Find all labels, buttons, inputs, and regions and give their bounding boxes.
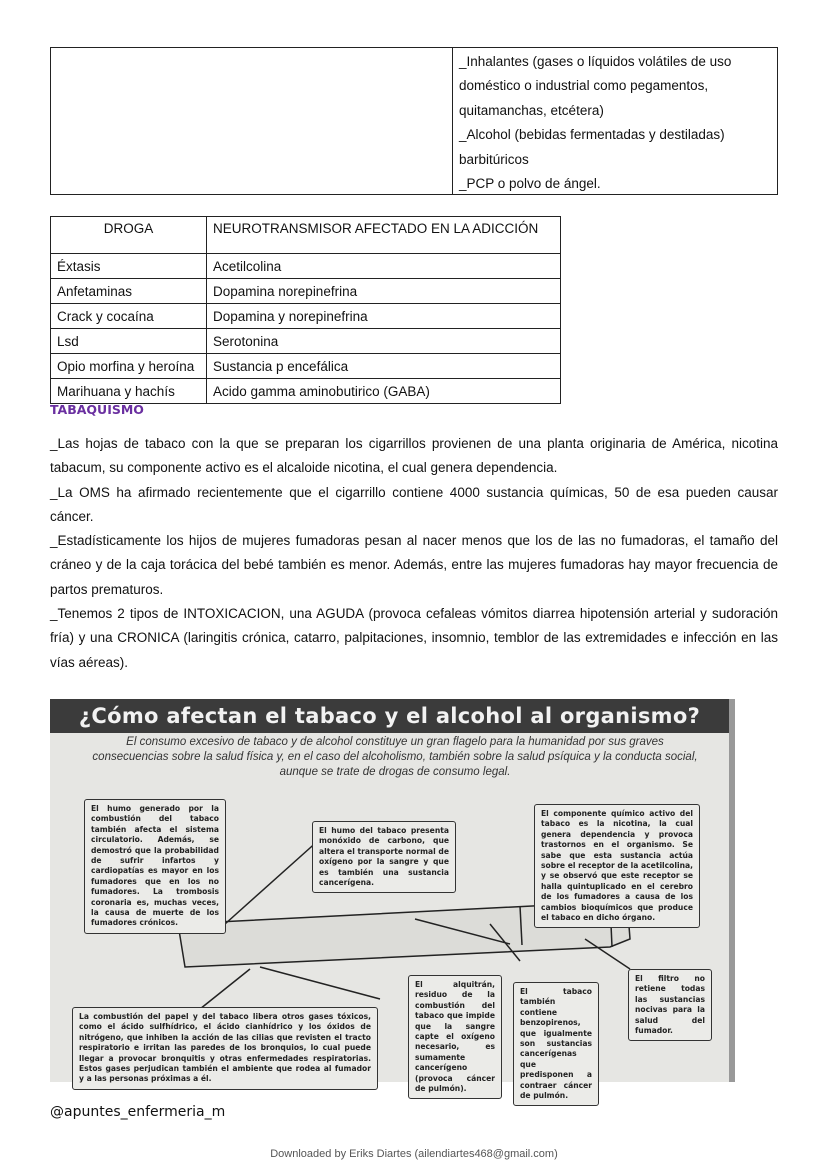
drug-cell: Crack y cocaína (51, 304, 207, 329)
figure-intro: El consumo excesivo de tabaco y de alcohol constituye un gran flagelo para la humanidad por sus graves consecuencias sobre la salud física y, en el caso del alcoholismo, también sobre la salud psíquica y la conducta social, aunque se trate de drogas de consumo legal. (92, 736, 698, 778)
callout-circulatory: El humo generado por la combustión del tabaco también afecta el sistema circulatorio. Además, se demostró que la probabilidad de sufrir infartos y cardiopatías es mayor en los fumadores que en los no fumadores. La trombosis coronaria es, muchas veces, la causa de muerte de los fumadores crónicos. (84, 799, 226, 934)
table-row (51, 379, 561, 404)
substance-line: quitamanchas, etcétera) (459, 102, 604, 118)
table-row (51, 279, 561, 304)
neurotransmitter-cell: Acido gamma aminobutirico (GABA) (207, 379, 561, 404)
callout-nicotine: El componente químico activo del tabaco es la nicotina, la cual genera dependencia y provoca trastornos en el organismo. Se sabe que esta sustancia actúa sobre el receptor de la acetilcolina, y se observó que este receptor se halla quintuplicado en el cerebro de los fumadores a causa de los cambios bioquímicos que produce el tabaco en dicho órgano. (534, 804, 700, 928)
substance-line: barbitúricos (459, 151, 529, 167)
paragraph: _La OMS ha afirmado recientemente que el cigarrillo contiene 4000 sustancia químicas, 50 de esa pueden causar cáncer. (50, 484, 778, 524)
neurotransmitter-cell: Acetilcolina (207, 254, 561, 279)
callout-toxic-gases: La combustión del papel y del tabaco libera otros gases tóxicos, como el ácido sulfhídrico, el ácido cianhídrico y los óxidos de nitrógeno, que inhiben la acción de las cilias que revisten el tracto respiratorio e irritan las paredes de los bronquios, lo cual puede llegar a provocar bronquitis y otras enfermedades respiratorias. Estos gases perjudican también el ambiente que rodea al fumador y a las personas próximas a él. (72, 1007, 378, 1090)
figure-title: ¿Cómo afectan el tabaco y el alcohol al organismo? (50, 699, 729, 733)
paragraph: _Las hojas de tabaco con la que se preparan los cigarrillos provienen de una planta originaria de América, nicotina tabacum, su componente activo es el alcaloide nicotina, el cual genera dependencia. (50, 436, 778, 476)
substance-line: _Alcohol (bebidas fermentadas y destiladas) (459, 127, 725, 143)
callout-benzopyrene: El tabaco también contiene benzopirenos, que igualmente son sustancias cancerígenas que predisponen a contraer cáncer de pulmón. (513, 982, 599, 1106)
neurotransmitter-cell: Dopamina y norepinefrina (207, 304, 561, 329)
substance-line: _Inhalantes (gases o líquidos volátiles de uso (459, 54, 732, 69)
callout-filter: El filtro no retiene todas las sustancias nocivas para la salud del fumador. (628, 969, 712, 1041)
substances-table (50, 47, 778, 195)
header-neurotransmitter: NEUROTRANSMISOR AFECTADO EN LA ADICCIÓN (207, 217, 561, 254)
section-heading: TABAQUISMO (50, 402, 144, 417)
neurotransmitter-cell: Serotonina (207, 329, 561, 354)
table-header-row (51, 217, 561, 254)
paragraph: _Tenemos 2 tipos de INTOXICACION, una AGUDA (provoca cefaleas vómitos diarrea hipotensión arterial y sudoración fría) y una CRONICA (laringitis crónica, catarro, palpitaciones, insomnio, temblor de las extremidades e infección en las vías aéreas). (50, 606, 778, 670)
header-drug: DROGA (51, 217, 207, 254)
neurotransmitter-cell: Sustancia p encefálica (207, 354, 561, 379)
drug-cell: Anfetaminas (51, 279, 207, 304)
callout-tar: El alquitrán, residuo de la combustión del tabaco que impide que la sangre capte el oxígeno necesario, es sumamente cancerígeno (provoca cáncer de pulmón). (408, 975, 502, 1099)
substance-line: doméstico o industrial como pegamentos, (459, 78, 709, 94)
author-handle: @apuntes_enfermeria_m (50, 1104, 226, 1120)
drug-cell: Opio morfina y heroína (51, 354, 207, 379)
download-notice: Downloaded by Eriks Diartes (ailendiartes468@gmail.com) (270, 1148, 558, 1160)
table-row (51, 354, 561, 379)
paragraph: _Estadísticamente los hijos de mujeres fumadoras pesan al nacer menos que los de las no fumadoras, el tamaño del cráneo y de la caja torácica del bebé también es menor. Además, entre las mujeres fumadoras hay mayor frecuencia de partos prematuros. (50, 533, 778, 597)
drug-cell: Lsd (51, 329, 207, 354)
callout-carbon-monoxide: El humo del tabaco presenta monóxido de carbono, que altera el transporte normal de oxígeno por la sangre y que es también una sustancia cancerígena. (312, 821, 456, 893)
neurotransmitter-cell: Dopamina norepinefrina (207, 279, 561, 304)
substances-cell (453, 48, 777, 194)
drug-cell: Marihuana y hachís (51, 379, 207, 404)
substance-line: _PCP o polvo de ángel. (459, 176, 601, 192)
table-row (51, 254, 561, 279)
table-row (51, 329, 561, 354)
table-row (51, 304, 561, 329)
drug-neurotransmitter-table (50, 216, 561, 404)
tobacco-figure (50, 699, 735, 1101)
section-body (50, 432, 778, 675)
drug-cell: Éxtasis (51, 254, 207, 279)
empty-cell (51, 48, 453, 194)
